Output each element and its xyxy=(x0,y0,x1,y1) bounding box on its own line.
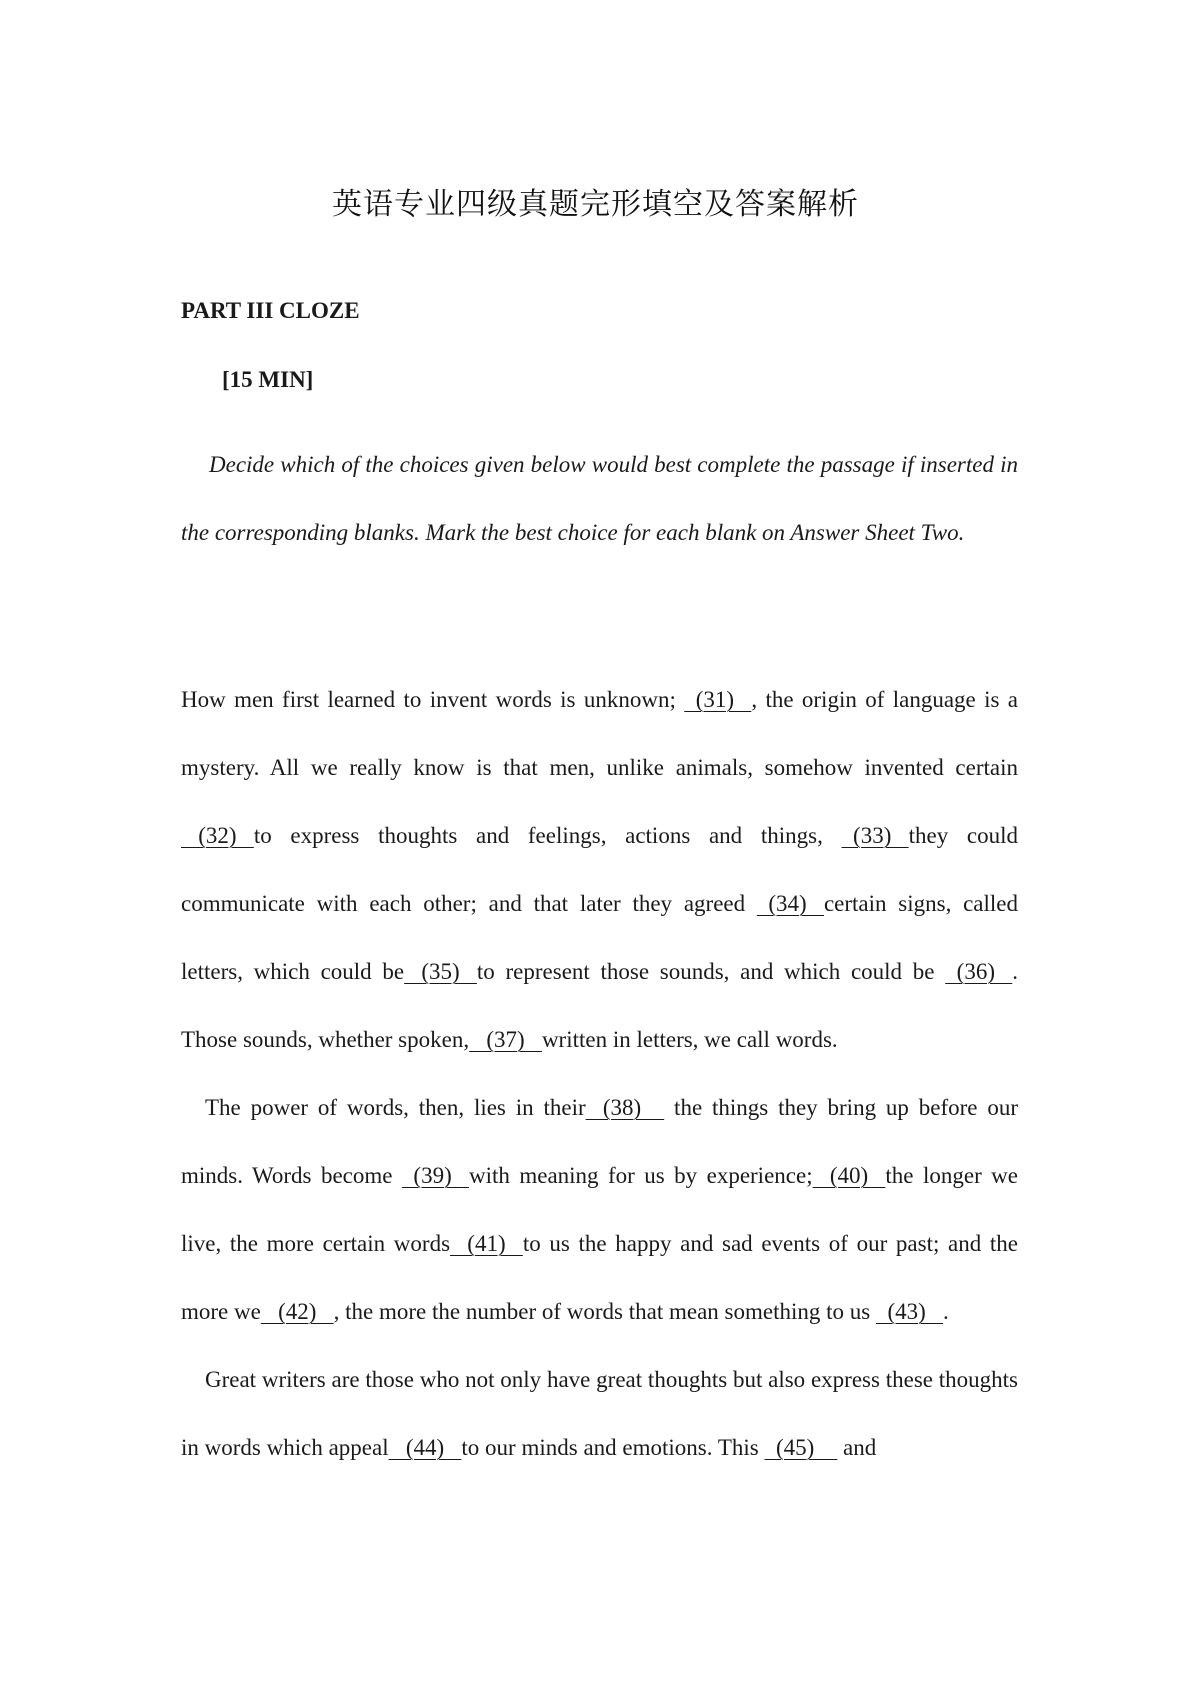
blank-32: (32) xyxy=(181,823,254,848)
passage-text: the longer we live, the more certain words xyxy=(181,1163,1018,1256)
document-title: 英语专业四级真题完形填空及答案解析 xyxy=(332,187,859,222)
blank-44: (44) xyxy=(388,1435,462,1460)
passage-text: . xyxy=(943,1299,949,1324)
passage-text: to us the happy and sad events of our past; and the more we xyxy=(181,1231,1018,1324)
part-heading: PART III CLOZE xyxy=(181,298,360,323)
passage-paragraph-1 xyxy=(181,666,1018,1074)
instructions-text: Decide which of the choices given below would best complete the passage if inserted in the corresponding blanks. Mark the best choice for each blank on Answer Sheet Two. xyxy=(181,452,1018,545)
blank-43: (43) xyxy=(875,1299,944,1324)
blank-31: (31) xyxy=(684,687,752,712)
time-limit-heading: [15 MIN] xyxy=(222,367,314,392)
blank-45: (45) xyxy=(764,1435,838,1460)
blank-38: (38) xyxy=(585,1095,665,1120)
blank-40: (40) xyxy=(812,1163,886,1188)
passage-text: and xyxy=(837,1435,877,1460)
blank-37: (37) xyxy=(469,1027,542,1052)
passage-paragraph-2 xyxy=(181,1074,1018,1346)
passage-text: , the more the number of words that mean something to us xyxy=(333,1299,876,1324)
passage-text: with meaning for us by experience; xyxy=(469,1163,813,1188)
blank-39: (39) xyxy=(401,1163,469,1188)
passage-text: to express thoughts and feelings, actions and things, xyxy=(253,823,842,848)
blank-36: (36) xyxy=(945,959,1013,984)
passage-paragraph-3 xyxy=(181,1346,1018,1482)
cloze-passage xyxy=(181,666,1018,1482)
blank-42: (42) xyxy=(260,1299,334,1324)
passage-text: to represent those sounds, and which could be xyxy=(476,959,946,984)
passage-text: , the origin of language is a mystery. All we really know is that men, unlike animals, somehow invented certain xyxy=(181,687,1019,780)
passage-text: written in letters, we call words. xyxy=(541,1027,838,1052)
blank-35: (35) xyxy=(404,959,477,984)
blank-33: (33) xyxy=(841,823,909,848)
passage-text: Great writers are those who not only have great thoughts but also express these thoughts in words which appeal xyxy=(181,1367,1018,1460)
passage-text: they could communicate with each other; and that later they agreed xyxy=(181,823,1018,916)
passage-text: certain signs, called letters, which could be xyxy=(181,891,1018,984)
blank-41: (41) xyxy=(450,1231,523,1256)
passage-text: . Those sounds, whether spoken, xyxy=(181,959,1018,1052)
blank-34: (34) xyxy=(756,891,824,916)
passage-text: The power of words, then, lies in their xyxy=(205,1095,586,1120)
passage-text: the things they bring up before our minds. Words become xyxy=(181,1095,1018,1188)
passage-text: to our minds and emotions. This xyxy=(461,1435,765,1460)
passage-text: How men first learned to invent words is unknown; xyxy=(181,687,685,712)
